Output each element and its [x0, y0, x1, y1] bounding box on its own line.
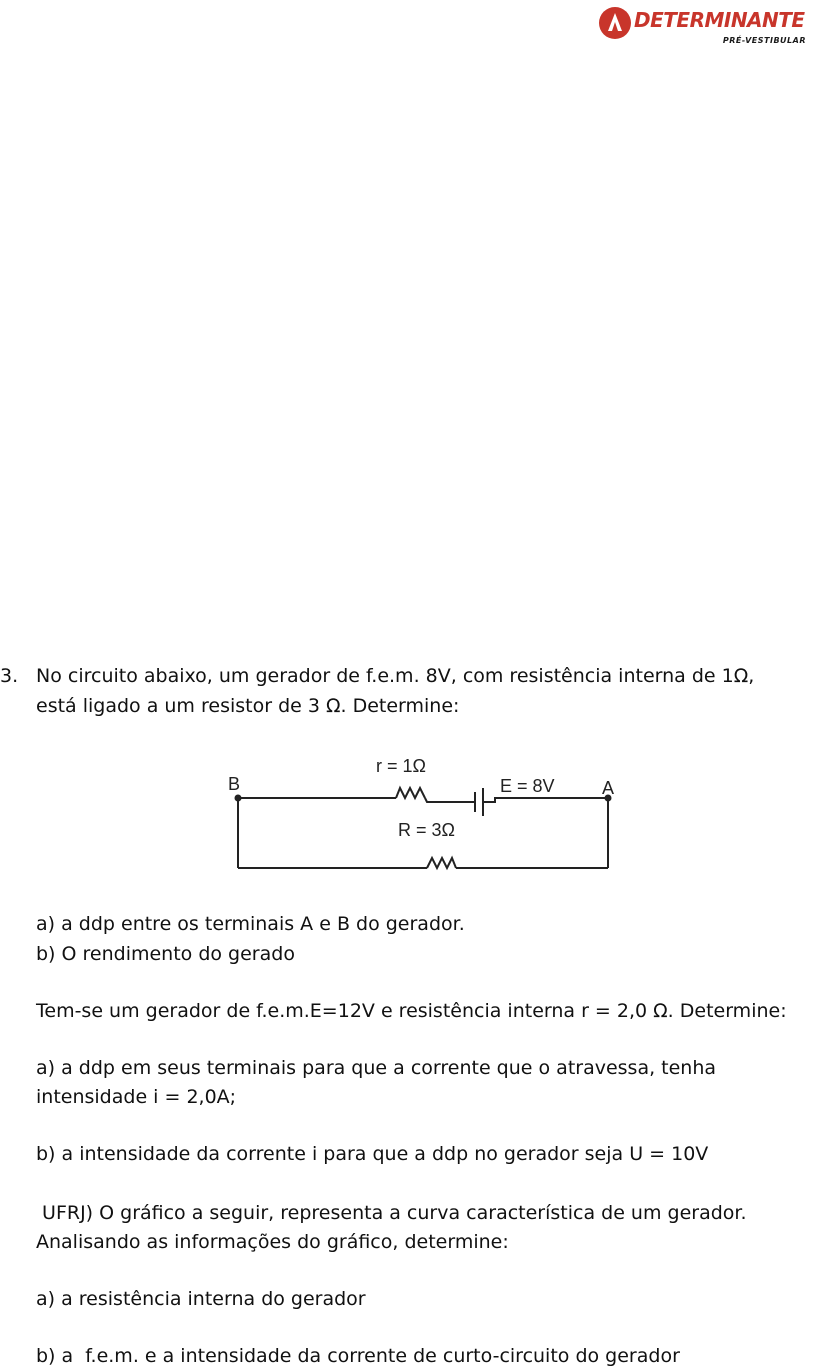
question3-line2: está ligado a um resistor de 3 Ω. Determine:	[36, 695, 460, 717]
question5-line1: UFRJ) O gráfico a seguir, representa a curva característica de um gerador.	[36, 1202, 747, 1224]
label-b: B	[228, 774, 241, 794]
question4-statement: Tem-se um gerador de f.e.m.E=12V e resistência interna r = 2,0 Ω. Determine:	[36, 1000, 787, 1022]
question-number: 3.	[0, 665, 19, 687]
question5-item-b: b) a f.e.m. e a intensidade da corrente de curto-circuito do gerador	[36, 1345, 680, 1367]
brand-name: DETERMINANTE	[634, 8, 805, 32]
logo-emblem-icon	[598, 6, 632, 40]
brand-tagline: PRÉ-VESTIBULAR	[722, 36, 806, 45]
label-internal-resistance: r = 1Ω	[376, 756, 426, 776]
label-emf: E = 8V	[500, 776, 555, 796]
question4-item-b: b) a intensidade da corrente i para que a ddp no gerador seja U = 10V	[36, 1143, 709, 1165]
question4-item-a-line1: a) a ddp em seus terminais para que a corrente que o atravessa, tenha	[36, 1057, 717, 1079]
question4-item-a-line2: intensidade i = 2,0A;	[36, 1086, 237, 1108]
label-external-resistance: R = 3Ω	[398, 820, 455, 840]
circuit-diagram	[220, 752, 630, 882]
question3-item-b: b) O rendimento do gerado	[36, 943, 295, 965]
brand-logo	[596, 4, 810, 48]
question3-item-a: a) a ddp entre os terminais A e B do gerador.	[36, 913, 465, 935]
question3-line1: No circuito abaixo, um gerador de f.e.m. 8V, com resistência interna de 1Ω,	[36, 665, 755, 687]
terminal-b-node	[235, 795, 242, 802]
question5-line2: Analisando as informações do gráfico, determine:	[36, 1231, 509, 1253]
label-a: A	[602, 778, 615, 798]
question5-item-a: a) a resistência interna do gerador	[36, 1288, 366, 1310]
